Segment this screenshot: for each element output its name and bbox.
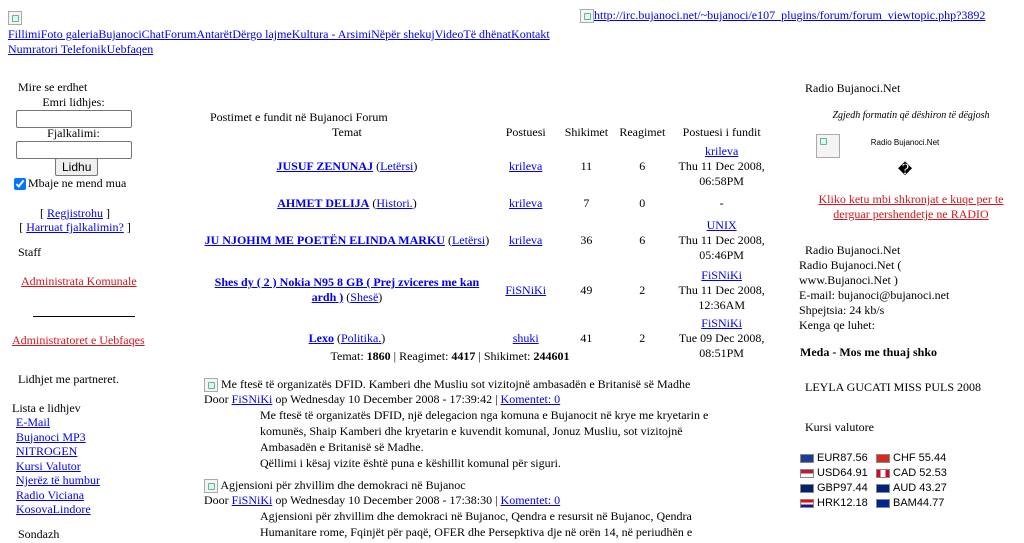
us-flag-icon xyxy=(800,469,814,478)
currency-title: Kursi valutore xyxy=(805,420,874,434)
forgot-password-link[interactable]: Harruat fjalkalimin? xyxy=(26,220,124,234)
currency-code: HRK xyxy=(817,497,841,509)
news-meta xyxy=(204,392,774,407)
views-count: 36 xyxy=(580,232,593,247)
bracket: ] xyxy=(126,220,131,234)
partner-link-njerez[interactable]: Njerëz të humbur xyxy=(16,473,100,487)
nav-chat[interactable]: Chat xyxy=(141,27,165,41)
gb-flag-icon xyxy=(800,484,814,493)
currency-table xyxy=(800,451,952,511)
staff-title: Staff xyxy=(18,245,42,259)
poster-link[interactable]: FiSNiKi xyxy=(505,282,547,297)
currency-value: 52.53 xyxy=(919,467,947,479)
login-button[interactable]: Lidhu xyxy=(55,158,98,176)
radio-logo-text: Radio Bujanoci.Net xyxy=(870,138,940,147)
currency-code: BAM xyxy=(893,497,917,509)
register-line xyxy=(10,206,140,221)
category-link[interactable]: Letërsi xyxy=(451,232,486,247)
currency-code: GBP xyxy=(817,482,841,494)
currency-code: CHF xyxy=(893,452,916,464)
last-post-date: Tue 09 Dec 2008, 08:51PM xyxy=(678,331,765,360)
col-reagimet: Reagimet xyxy=(619,125,666,139)
nav-dergo-lajme[interactable]: Dërgo lajme xyxy=(232,27,292,41)
divider xyxy=(33,316,135,317)
nav-neper-shekuj[interactable]: Nëpër shekuj xyxy=(371,27,435,41)
last-poster-link[interactable]: krileva xyxy=(704,143,739,158)
password-input[interactable] xyxy=(16,141,132,159)
stats-label: Temat: xyxy=(330,349,364,363)
currency-row xyxy=(800,466,952,481)
table-row: Shes dy ( 2 ) Nokia N95 8 GB ( Prej zviceres me kan ardh ) (Shesë) FiSNiKi 49 2 FiSNiKi Thu 11 Dec 2008, 12:36AM xyxy=(200,265,774,315)
col-postuesi-fundit: Postuesi i fundit xyxy=(682,125,761,139)
poster-link[interactable]: krileva xyxy=(509,195,543,210)
last-poster-link[interactable]: FiSNiKi xyxy=(701,316,742,330)
admins-uebfaqes-link[interactable]: Administratoret e Uebfaqes xyxy=(12,333,145,347)
topic-link[interactable]: AHMET DELIJA xyxy=(277,195,370,210)
nav-te-dhenat[interactable]: Të dhënat xyxy=(463,27,512,41)
now-playing: Meda - Mos me thuaj shko xyxy=(800,345,937,359)
hr-flag-icon xyxy=(800,499,814,508)
unknown-glyph: � xyxy=(897,163,913,178)
forum-heading: Postimet e fundit në Bujanoci Forum xyxy=(210,110,388,124)
table-row: Lexo (Politika.) shuki 41 2 FiSNiKi Tue 09 Dec 2008, 08:51PM xyxy=(308,316,765,360)
nav-fillimi[interactable]: Fillimi xyxy=(8,27,41,41)
replies-count: 0 xyxy=(639,195,646,210)
currency-value: 12.18 xyxy=(840,497,868,509)
topic-link[interactable]: JUSUF ZENUNAJ xyxy=(276,158,374,173)
partner-link-kosova[interactable]: KosovaLindore xyxy=(16,502,91,516)
news-item xyxy=(204,377,774,471)
news-separator: | xyxy=(495,392,498,407)
col-shikimet: Shikimet xyxy=(564,125,609,139)
currency-value: 97.44 xyxy=(840,482,868,494)
news-by: Door xyxy=(204,493,229,508)
currency-row xyxy=(800,496,952,511)
currency-code: CAD xyxy=(893,467,917,479)
topic-link[interactable]: Shes dy ( 2 ) Nokia N95 8 GB ( Prej zviceres me kan ardh ) xyxy=(214,275,480,304)
col-temat: Temat xyxy=(332,125,362,139)
topic-link[interactable]: Lexo xyxy=(308,331,334,345)
last-post-date: Thu 11 Dec 2008, 06:58PM xyxy=(678,158,765,188)
banner-image-broken xyxy=(580,9,594,23)
currency-value: 87.56 xyxy=(840,452,868,464)
forgot-line xyxy=(10,220,140,235)
ch-flag-icon xyxy=(876,454,890,463)
bracket: [ xyxy=(19,220,24,234)
radio-info-line: Radio Bujanoci.Net ( xyxy=(799,258,902,272)
bracket: [ xyxy=(40,206,44,220)
news-icon xyxy=(204,378,218,392)
news-date: op Wednesday 10 December 2008 - 17:39:42 xyxy=(275,392,493,407)
views-count: 49 xyxy=(580,282,593,297)
nav-foto-galeria[interactable]: Foto galeria xyxy=(40,27,99,41)
news-title-line xyxy=(204,377,774,392)
news-meta xyxy=(204,493,774,508)
table-row: JU NJOHIM ME POETËN ELINDA MARKU (Letërsi) krileva 36 6 UNIX Thu 11 Dec 2008, 05:46PM xyxy=(200,215,774,265)
news-date: op Wednesday 10 December 2008 - 17:38:30 xyxy=(275,493,493,508)
partner-link-kursi[interactable]: Kursi Valutor xyxy=(16,458,81,473)
news-title-line xyxy=(204,478,774,493)
logo-image-broken xyxy=(8,11,22,25)
category-link[interactable]: Histori. xyxy=(376,195,413,210)
radio-info-title: Radio Bujanoci.Net xyxy=(805,243,901,257)
currency-value: 64.91 xyxy=(840,467,868,479)
next-song: LEYLA GUCATI MISS PULS 2008 xyxy=(805,380,982,394)
news-body-2: Qëllimi i kësaj vizite është puna e këshillit komunal për siguri. xyxy=(260,456,561,471)
category-link[interactable]: Politika. xyxy=(340,331,382,345)
remember-checkbox[interactable] xyxy=(14,178,26,190)
partner-links xyxy=(16,415,100,517)
currency-code: AUD xyxy=(893,482,917,494)
top-url-link[interactable]: http://irc.bujanoci.net/~bujanoci/e107_plugins/forum/forum_viewtopic.php?3892 xyxy=(594,8,986,22)
nav-uebfaqen[interactable]: Uebfaqen xyxy=(106,42,154,56)
partner-link-mp3[interactable]: Bujanoci MP3 xyxy=(16,429,86,444)
forum-header-row xyxy=(200,124,774,141)
currency-code: USD xyxy=(817,467,841,479)
views-count: 7 xyxy=(583,195,590,210)
nav-video[interactable]: Video xyxy=(434,27,464,41)
news-body: Me ftesë të organizatës DFID, një delegacion nga komuna e Bujanocit në krye me kryetarin e komunës, Shaip Kamberi dhe kryetarin e kuvendit komunal, Jonuz Musliu, sot vizitojnë Ambasadën e Britanisë së Madhe. xyxy=(260,408,709,455)
main-nav xyxy=(8,27,618,57)
forum-table xyxy=(200,124,774,362)
format-prompt: Zgjedh formatin që dëshiron të dëgjosh xyxy=(832,110,990,121)
news-author-link[interactable]: FiSNiKi xyxy=(231,493,273,508)
news-separator: | xyxy=(495,493,498,508)
username-label: Emri lidhjes: xyxy=(42,95,105,109)
radio-info-line: Kenga qe luhet: xyxy=(799,318,875,332)
topic-link[interactable]: JU NJOHIM ME POETËN ELINDA MARKU xyxy=(204,232,445,247)
stats-views: 244601 xyxy=(533,349,570,363)
top-banner-link[interactable] xyxy=(580,8,985,23)
nav-bujanoci[interactable]: Bujanoci xyxy=(98,27,142,41)
currency-row xyxy=(800,451,952,466)
last-post-date: Thu 11 Dec 2008, 12:36AM xyxy=(678,282,765,312)
admin-komunale-link[interactable]: Administrata Komunale xyxy=(21,274,137,288)
radio-info-line: www.Bujanoci.Net ) xyxy=(799,273,898,287)
currency-row xyxy=(800,481,952,496)
news-comments-link[interactable]: Komentet: 0 xyxy=(500,493,561,508)
last-post-date: Thu 11 Dec 2008, 05:46PM xyxy=(678,232,765,262)
partner-link-email[interactable]: E-Mail xyxy=(16,415,50,429)
news-comments-link[interactable]: Komentet: 0 xyxy=(500,392,561,407)
nav-kultura[interactable]: Kultura - Arsimi xyxy=(291,27,372,41)
replies-count: 2 xyxy=(639,282,646,297)
radio-info-line: E-mail: bujanoci@bujanoci.net xyxy=(799,288,950,302)
links-list-title: Lista e lidhjev xyxy=(12,401,81,415)
currency-value: 44.77 xyxy=(916,497,945,509)
ba-flag-icon xyxy=(876,499,890,508)
stats-topics: 1860 xyxy=(366,349,391,363)
radio-info xyxy=(799,258,949,333)
last-poster-link[interactable]: FiSNiKi xyxy=(701,267,742,282)
last-post-date: - xyxy=(719,195,724,210)
stats-label: Reagimet: xyxy=(399,349,449,363)
news-author-link[interactable]: FiSNiKi xyxy=(231,392,273,407)
replies-count: 2 xyxy=(639,331,646,345)
au-flag-icon xyxy=(876,484,890,493)
radio-format-icon-left[interactable] xyxy=(816,134,840,158)
last-poster-link[interactable]: UNIX xyxy=(706,217,737,232)
news-item xyxy=(204,478,774,540)
partners-title: Lidhjet me partneret. xyxy=(18,372,119,386)
replies-count: 6 xyxy=(639,232,646,247)
replies-count: 6 xyxy=(639,158,646,173)
partner-link-viciana[interactable]: Radio Viciana xyxy=(16,487,85,502)
nav-antaret[interactable]: Antarët xyxy=(196,27,233,41)
poster-link[interactable]: shuki xyxy=(512,331,539,345)
table-row: AHMET DELIJA (Histori.) krileva 7 0 - xyxy=(200,191,774,215)
category-link[interactable]: Letërsi xyxy=(380,158,414,173)
password-label: Fjalkalimi: xyxy=(47,126,100,140)
ca-flag-icon xyxy=(876,469,890,478)
radio-title: Radio Bujanoci.Net xyxy=(805,81,901,95)
poster-link[interactable]: krileva xyxy=(509,158,543,173)
remember-label: Mbaje ne mend mua xyxy=(28,176,127,190)
news-title: Agjensioni për zhvillim dhe demokraci në Bujanoc xyxy=(220,478,466,492)
news-by: Door xyxy=(204,392,229,407)
stats-label: Shikimet: xyxy=(483,349,531,363)
views-count: 11 xyxy=(580,158,593,173)
eu-flag-icon xyxy=(800,454,814,463)
nav-numratori[interactable]: Numratori Telefonik xyxy=(8,42,107,56)
currency-value: 55.44 xyxy=(918,452,947,464)
remember-me xyxy=(14,176,126,191)
col-postuesi: Postuesi xyxy=(505,125,546,139)
bracket: ] xyxy=(106,206,110,220)
partner-link-nitrogen[interactable]: NITROGEN xyxy=(16,444,78,458)
views-count: 41 xyxy=(580,331,593,345)
poster-link[interactable]: krileva xyxy=(509,232,543,247)
table-row: JUSUF ZENUNAJ (Letërsi) krileva 11 6 krileva Thu 11 Dec 2008, 06:58PM xyxy=(200,141,774,191)
radio-greeting-link[interactable]: Kliko ketu mbi shkronjat e kuqe per te derguar pershendetje ne RADIO xyxy=(818,192,1004,221)
nav-kontakt[interactable]: Kontakt xyxy=(511,27,550,41)
news-title: Me ftesë të organizatës DFID. Kamberi dhe Musliu sot vizitojnë ambasadën e Britanisë së Madhe xyxy=(221,377,691,391)
login-greeting: Mire se erdhet xyxy=(18,80,88,94)
radio-info-line: Shpejtsia: 24 kb/s xyxy=(799,303,885,317)
news-icon xyxy=(204,479,218,493)
forum-stats: Temat: 1860 | Reagimet: 4417 | Shikimet: 244601 xyxy=(330,349,570,363)
category-link[interactable]: Shesë xyxy=(350,290,379,304)
register-link[interactable]: Regjistrohu xyxy=(47,206,103,220)
stats-replies: 4417 xyxy=(451,349,476,363)
nav-forum[interactable]: Forum xyxy=(164,27,197,41)
currency-code: EUR xyxy=(817,452,841,464)
sondazh-title: Sondazh xyxy=(18,527,60,541)
news-body: Agjensioni për zhvillim dhe demokraci në Bujanoc, Qendra e resursit në Bujanoc, Qendra Humanitare rome, Fqinjët për paqë, OFER dhe Persepktiva dje në orën 14, në periudhën e xyxy=(260,509,693,540)
currency-value: 43.27 xyxy=(919,482,947,494)
